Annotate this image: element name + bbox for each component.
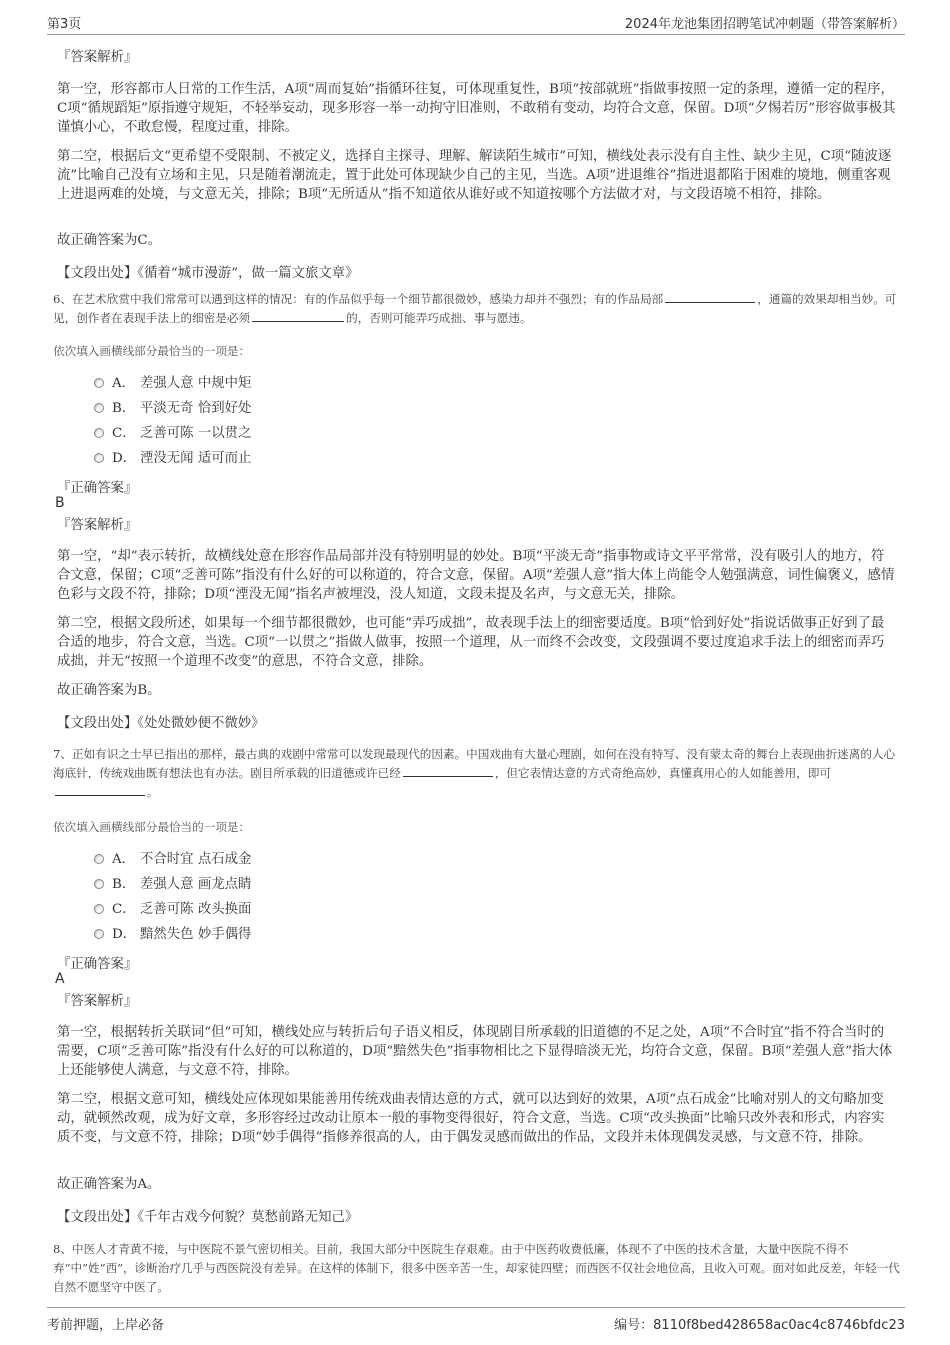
q5-analysis-p1: 第一空，形容都市人日常的工作生活，A项“周而复始”指循环往复，可体现重复性，B项“按部就班”指做事按照一定的条理，遵循一定的程序，C项“循规蹈矩”原指遵守规矩，不轻举妄动，现多形容一举一动拘守旧准则，不敢稍有变动，均符合文意，保留。D项“夕惕若厉”形容做事极其谨慎小心，不敢怠慢，程度过重，排除。 xyxy=(57,82,896,135)
q5-source: 【文段出处】《循着“城市漫游”，做一篇文旅文章》 xyxy=(57,266,359,281)
q7-instruction: 依次填入画横线部分最恰当的一项是： xyxy=(53,820,251,834)
q7-option-c[interactable]: C． 乏善可陈 改头换面 xyxy=(94,900,251,920)
q6-analysis-label: 『答案解析』 xyxy=(57,518,138,533)
radio-icon[interactable] xyxy=(94,378,104,388)
radio-icon[interactable] xyxy=(94,929,104,939)
radio-icon[interactable] xyxy=(94,403,104,413)
page-header xyxy=(47,8,905,35)
q7-correct-label: 『正确答案』 xyxy=(57,957,138,972)
q6-blank-2 xyxy=(252,309,344,322)
q6-analysis-p2: 第二空，根据文段所述，如果每一个细节都很微妙，也可能“弄巧成拙”，故表现手法上的细密要适度。B项“恰到好处”指说话做事正好到了最合适的地步，符合文意，当选。C项“一以贯之”指做人做事，按照一个道理，从一而终不会改变，文段强调不要过度追求手法上的细密而弄巧成拙，并无“按照一个道理不改变”的意思，不符合文意，排除。 xyxy=(57,616,885,669)
q6-analysis-p1: 第一空，“却”表示转折，故横线处意在形容作品局部并没有特别明显的妙处。B项“平淡无奇”指事物或诗文平平常常，没有吸引人的地方，符合文意，保留；C项“乏善可陈”指没有什么好的可以称道的，符合文意，保留。A项“差强人意”指大体上尚能令人勉强满意，词性偏褒义，感情色彩与文段不符，排除；D项“湮没无闻”指名声被埋没，没人知道，文段未提及名声，与文意无关，排除。 xyxy=(57,549,895,602)
q7-analysis-p2: 第二空，根据文意可知，横线处应体现如果能善用传统戏曲表情达意的方式，就可以达到好的效果，A项“点石成金”比喻对别人的文句略加变动，就顿然改观，成为好文章，多形容经过改动让原本一般的事物变得很好，符合文意，当选。C项“改头换面”比喻只改外表和形式，内容实质不变，与文意不符，排除；D项“妙手偶得”指修养很高的人，由于偶发灵感而做出的作品，文段并未体现偶发灵感，与文意不符，排除。 xyxy=(57,1092,885,1145)
q6-option-c[interactable]: C． 乏善可陈 一以贯之 xyxy=(94,424,251,444)
q5-analysis-label: 『答案解析』 xyxy=(57,50,138,65)
page-footer xyxy=(47,1307,905,1336)
q7-blank-2 xyxy=(55,783,145,796)
radio-icon[interactable] xyxy=(94,854,104,864)
q6-conclusion: 故正确答案为B。 xyxy=(57,683,161,698)
q6-correct-label: 『正确答案』 xyxy=(57,481,138,496)
q6-source: 【文段出处】《处处微妙便不微妙》 xyxy=(57,716,265,731)
q5-conclusion: 故正确答案为C。 xyxy=(57,233,161,248)
q8-question: 8、中医人才青黄不接，与中医院不景气密切相关。目前，我国大部分中医院生存艰难。由于中医药收费低廉，体现不了中医的技术含量，大量中医院不得不弃“中”姓“西”，诊断治疗几乎与西医院没有差异。在这样的体制下，很多中医辛苦一生，却家徒四壁；而西医不仅社会地位高，且收入可观。面对如此反差，年轻一代自然不愿坚守中医了。 xyxy=(53,1242,900,1294)
q7-question: 7、正如有识之士早已指出的那样，最古典的戏剧中常常可以发现最现代的因素。中国戏曲有大量心理剧，如何在没有特写、没有蒙太奇的舞台上表现曲折迷离的人心海底针，传统戏曲既有想法也有办法。剧目所承载的旧道德或许已经 ，但它表情达意的方式奇绝高妙，真懂真用心的人如能善用，即可。 xyxy=(53,747,896,799)
q6-instruction: 依次填入画横线部分最恰当的一项是： xyxy=(53,344,251,358)
q6-option-b[interactable]: B． 平淡无奇 恰到好处 xyxy=(94,399,251,419)
q7-answer: A xyxy=(55,971,65,987)
q6-answer: B xyxy=(55,495,65,511)
q7-option-a[interactable]: A． 不合时宜 点石成金 xyxy=(94,850,251,870)
radio-icon[interactable] xyxy=(94,904,104,914)
radio-icon[interactable] xyxy=(94,879,104,889)
q6-option-a[interactable]: A． 差强人意 中规中矩 xyxy=(94,374,251,394)
q6-question: 6、在艺术欣赏中我们常常可以遇到这样的情况：有的作品似乎每一个细节都很微妙，感染力却并不强烈；有的作品局部 ，通篇的效果却相当妙。可见，创作者在表现手法上的细密是必须 的，否则可能弄巧成拙、事与愿违。 xyxy=(53,292,897,325)
q5-analysis-p2: 第二空，根据后文“更希望不受限制、不被定义，选择自主探寻、理解、解读陌生城市”可知，横线处表示没有自主性、缺少主见，C项“随波逐流”比喻自己没有立场和主见，只是随着潮流走，置于此处可体现缺少自己的主见，当选。A项“进退维谷”指进退都陷于困难的境地，侧重客观上进退两难的处境，与文意无关，排除；B项“无所适从”指不知道依从谁好或不知道按哪个方法做才对，与文段语境不相符，排除。 xyxy=(57,149,892,202)
q7-option-b[interactable]: B． 差强人意 画龙点睛 xyxy=(94,875,251,895)
q7-analysis-label: 『答案解析』 xyxy=(57,994,138,1009)
page-number: 第3页 xyxy=(47,17,82,32)
footer-slogan: 考前押题，上岸必备 xyxy=(47,1318,165,1333)
document-id: 编号：8110f8bed428658ac0ac4c8746bfdc23 xyxy=(614,1318,905,1333)
q6-blank-1 xyxy=(665,290,755,303)
q7-option-d[interactable]: D． 黯然失色 妙手偶得 xyxy=(94,925,251,945)
radio-icon[interactable] xyxy=(94,453,104,463)
q7-analysis-p1: 第一空，根据转折关联词“但”可知，横线处应与转折后句子语义相反，体现剧目所承载的旧道德的不足之处，A项“不合时宜”指不符合当时的需要，C项“乏善可陈”指没有什么好的可以称道的，D项“黯然失色”指事物相比之下显得暗淡无光，均符合文意，保留。B项“差强人意”指大体上还能够使人满意，与文意不符，排除。 xyxy=(57,1025,893,1078)
q7-source: 【文段出处】《千年古戏今何貌？莫愁前路无知己》 xyxy=(57,1210,359,1225)
document-title: 2024年龙池集团招聘笔试冲刺题（带答案解析） xyxy=(624,17,905,32)
q7-blank-1 xyxy=(403,764,493,777)
radio-icon[interactable] xyxy=(94,428,104,438)
q7-conclusion: 故正确答案为A。 xyxy=(57,1177,161,1192)
q6-option-d[interactable]: D． 湮没无闻 适可而止 xyxy=(94,449,251,469)
